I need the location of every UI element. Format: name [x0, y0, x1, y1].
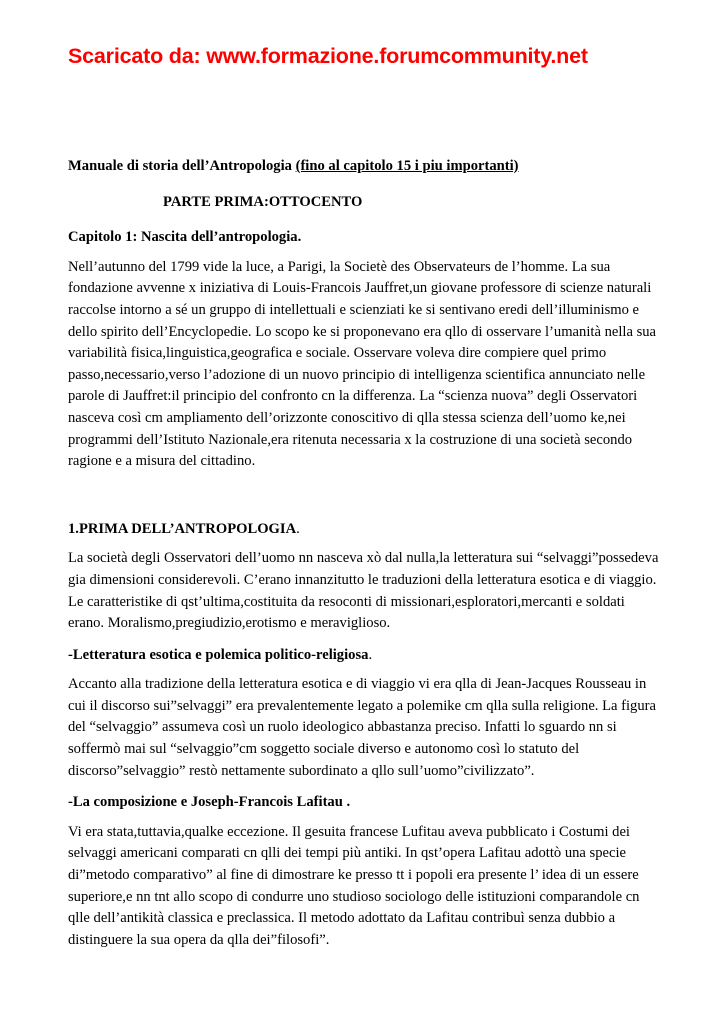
section2-heading-text: -Letteratura esotica e polemica politico-religiosa — [68, 646, 369, 663]
document-title — [68, 156, 660, 178]
section2-heading — [68, 645, 660, 667]
section2-paragraph: Accanto alla tradizione della letteratura esotica e di viaggio vi era qlla di Jean-Jacques Rousseau in cui il discorso sui”selvaggi” era prevalentemente legato a polemike cm qlla sulla religione. La figura del “selvaggio” assumeva così un ruolo ideologico abbastanza preciso. Infatti lo sguardo nn si soffermò mai sul “selvaggio”cm soggetto sociale diverso e autonomo così lo statuto del discorso”selvaggio” restò nettamente subordinato a qllo sull’uomo”civilizzato”. — [68, 676, 656, 779]
chapter1-paragraph: Nell’autunno del 1799 vide la luce, a Parigi, la Societè des Observateurs de l’homme. La sua fondazione avvenne x iniziativa di Louis-Francois Jauffret,un giovane professore di scienze naturali raccolse intorno a sé un gruppo di intellettuali e scienziati ke si sentivano eredi dell’illuminismo e dello spirito dell’Encyclopedie. Lo scopo ke si proponevano era qllo di osservare l’umanità nella sua variabilità fisica,linguistica,geografica e sociale. Osservare voleva dire compiere quel primo passo,necessario,verso l’adozione di un nuovo principio di intelligenza scientifica annunciato nelle parole di Jauffret:il principio del confronto cn la differenza. La “scienza nuova” degli Osservatori nasceva così cm ampliamento dell’orizzonte conoscitivo di qlla stessa scienza dell’uomo ke,nei programmi dell’Istituto Nazionale,era ritenuta necessaria x la costruzione di una società secondo ragione e a misura del cittadino. — [68, 258, 657, 470]
section1-heading — [68, 519, 660, 541]
section3-heading: -La composizione e Joseph-Francois Lafitau . — [68, 794, 351, 811]
download-source-banner: Scaricato da: www.formazione.forumcommunity.net — [68, 44, 588, 68]
section1-paragraph: La società degli Osservatori dell’uomo nn nasceva xò dal nulla,la letteratura sui “selvaggi”possedeva gia dimensioni considerevoli. C’erano innanzitutto le traduzioni della letteratura esotica e di viaggio. Le caratteristike di qst’ultima,costituita da resoconti di missionari,esploratori,mercanti e soldati erano. Moralismo,pregiudizio,erotismo e meraviglioso. — [68, 550, 659, 632]
section1-heading-suffix: . — [296, 520, 300, 537]
section3-paragraph: Vi era stata,tuttavia,qualke eccezione. Il gesuita francese Lufitau aveva pubblicato i Costumi dei selvaggi americani comparati cn qlli dei tempi più antiki. In qst’opera Lafitau adottò una specie di”metodo comparativo” al fine di dimostrare ke presso tt i popoli era presente l’ idea di un essere superiore,e nn tnt allo scopo di condurre uno studioso sociologo delle istituzioni comparandole cn qlle dell’antikità classica e preclassica. Il metodo adottato da Lafitau contribuì senza dubbio a distinguere la sua opera da qlla dei”filosofi”. — [68, 823, 640, 948]
title-underlined-note: (fino al capitolo 15 i piu importanti) — [295, 158, 519, 174]
document-body — [68, 156, 660, 951]
part-heading: PARTE PRIMA:OTTOCENTO — [163, 193, 363, 210]
chapter1-heading: Capitolo 1: Nascita dell’antropologia. — [68, 229, 302, 246]
section1-heading-text: 1.PRIMA DELL’ANTROPOLOGIA — [68, 520, 297, 537]
section2-heading-suffix: . — [368, 646, 373, 663]
title-main: Manuale di storia dell’Antropologia — [68, 158, 296, 174]
